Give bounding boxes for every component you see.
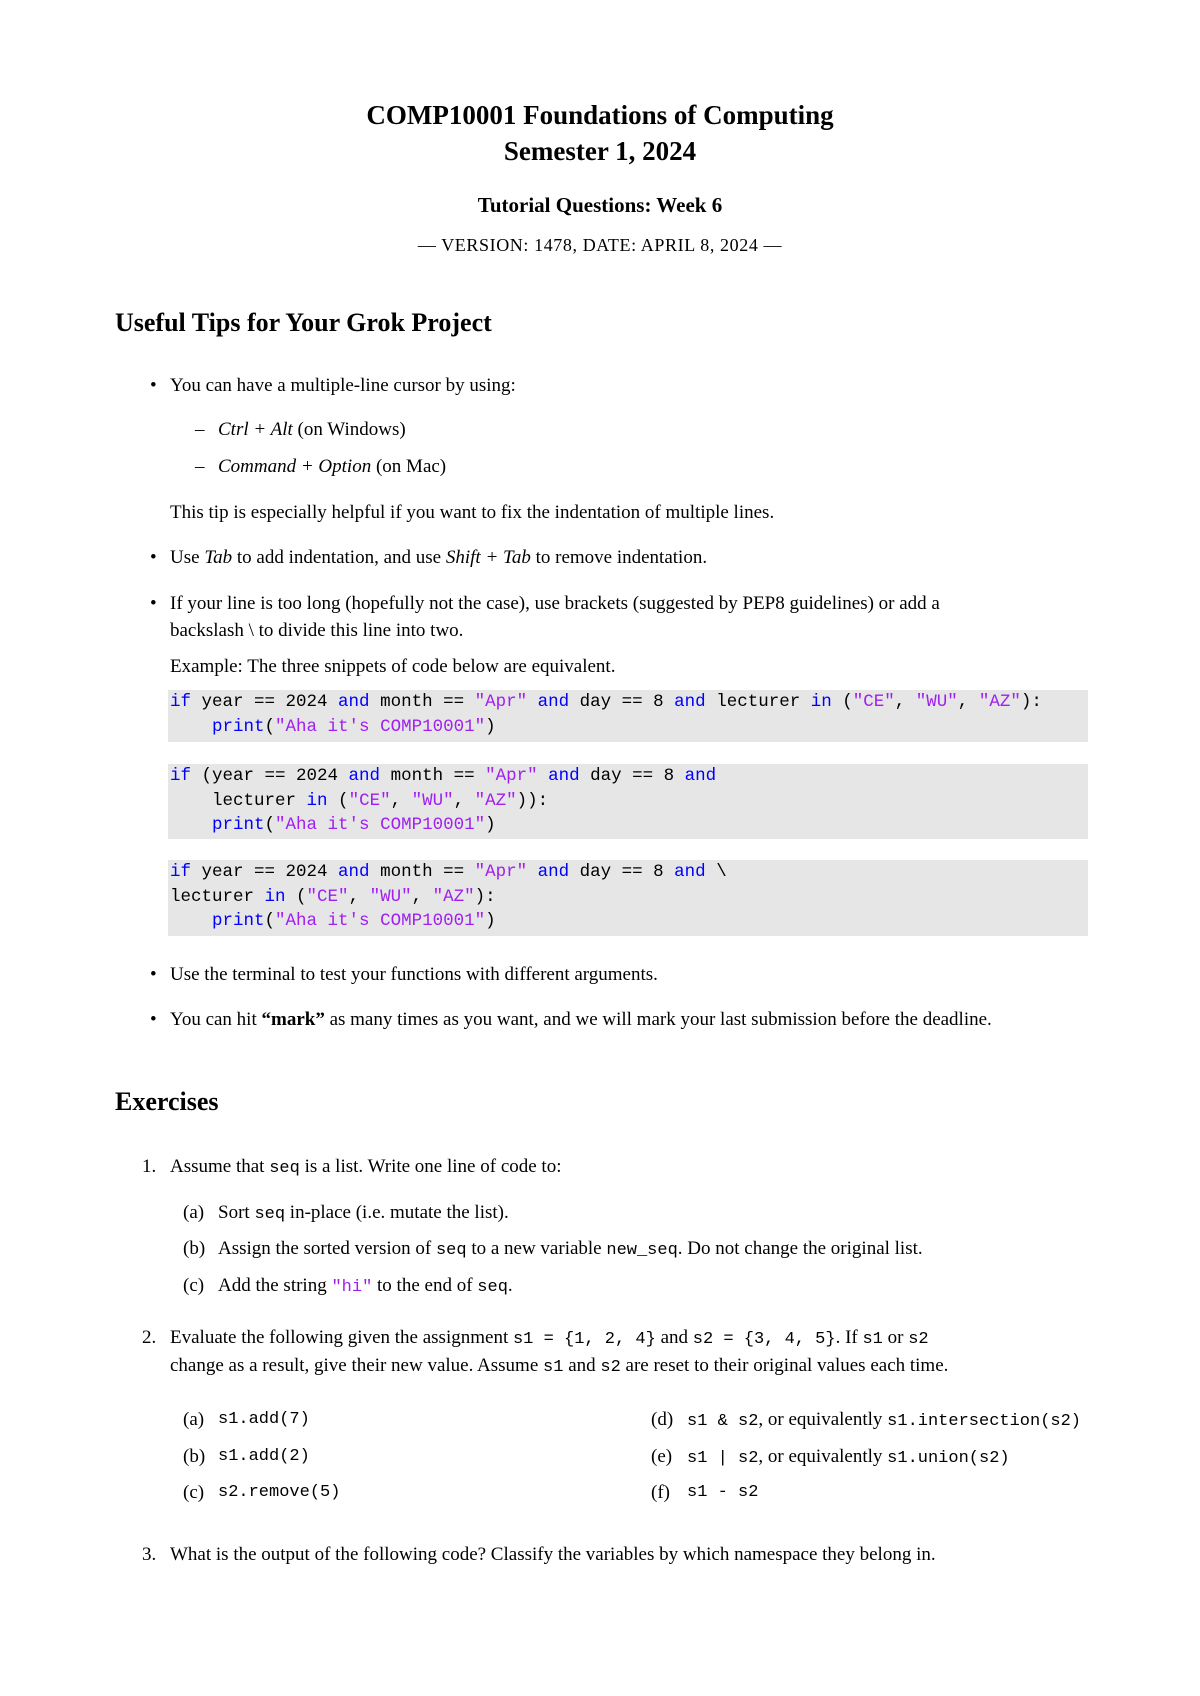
bullet-icon: • <box>150 964 157 985</box>
q2-number: 2. <box>142 1327 157 1348</box>
q1-text: Assume that seq is a list. Write one line of code to: <box>170 1156 562 1178</box>
q1a-label: (a) <box>183 1202 205 1223</box>
q2d-label: (d) <box>651 1409 674 1430</box>
tip-1-mac: Command + Option (on Mac) <box>218 456 447 477</box>
q1a-text: Sort seq in-place (i.e. mutate the list). <box>218 1202 509 1224</box>
tip-2-text: Use Tab to add indentation, and use Shift + Tab to remove indentation. <box>170 547 708 568</box>
q2d-text: s1 & s2, or equivalently s1.intersection(s2) <box>687 1409 1082 1431</box>
q2a-code: s1.add(7) <box>218 1410 310 1429</box>
q2e-text: s1 | s2, or equivalently s1.union(s2) <box>687 1446 1010 1468</box>
dash-icon: – <box>195 456 205 477</box>
q1-number: 1. <box>142 1156 157 1177</box>
q2c-code: s2.remove(5) <box>218 1483 341 1502</box>
q2b-label: (b) <box>183 1446 206 1467</box>
q2a-label: (a) <box>183 1409 205 1430</box>
tip-3-line2: backslash \ to divide this line into two. <box>170 620 464 641</box>
document-title: COMP10001 Foundations of Computing <box>366 100 834 130</box>
document-subtitle: Tutorial Questions: Week 6 <box>477 193 723 217</box>
tip-3-line1: If your line is too long (hopefully not the case), use brackets (suggested by PEP8 guidelines) or add a <box>170 593 940 614</box>
q1c-label: (c) <box>183 1275 205 1296</box>
bullet-icon: • <box>150 547 157 568</box>
q2-line1: Evaluate the following given the assignment s1 = {1, 2, 4} and s2 = {3, 4, 5}. If s1 or s2 <box>170 1327 929 1349</box>
dash-icon: – <box>195 419 205 440</box>
tip-5-text: You can hit “mark” as many times as you want, and we will mark your last submission before the deadline. <box>170 1009 992 1030</box>
tip-1-note: This tip is especially helpful if you want to fix the indentation of multiple lines. <box>170 502 775 523</box>
exercises-heading: Exercises <box>115 1087 219 1116</box>
code-snippet-2: if (year == 2024 and month == "Apr" and day == 8 and lecturer in ("CE", "WU", "AZ")): print("Aha it's COMP10001") <box>168 764 1088 839</box>
bullet-icon: • <box>150 375 157 396</box>
q3-text: What is the output of the following code? Classify the variables by which namespace they belong in. <box>170 1544 936 1565</box>
q2e-label: (e) <box>651 1446 673 1467</box>
bullet-icon: • <box>150 1009 157 1030</box>
version-line: — VERSION: 1478, DATE: APRIL 8, 2024 — <box>417 235 783 255</box>
q1c-text: Add the string "hi" to the end of seq. <box>218 1275 513 1297</box>
tip-1-text: You can have a multiple-line cursor by using: <box>170 375 516 396</box>
q2b-code: s1.add(2) <box>218 1447 310 1466</box>
tip-4-text: Use the terminal to test your functions with different arguments. <box>170 964 658 985</box>
q1b-label: (b) <box>183 1238 206 1259</box>
q2f-label: (f) <box>651 1482 670 1503</box>
q1b-text: Assign the sorted version of seq to a new variable new_seq. Do not change the original list. <box>218 1238 923 1260</box>
tip-1-windows: Ctrl + Alt (on Windows) <box>218 419 406 440</box>
code-snippet-1: if year == 2024 and month == "Apr" and day == 8 and lecturer in ("CE", "WU", "AZ"): print("Aha it's COMP10001") <box>168 690 1088 742</box>
document-semester: Semester 1, 2024 <box>503 136 697 166</box>
code-snippet-3: if year == 2024 and month == "Apr" and day == 8 and \ lecturer in ("CE", "WU", "AZ"): print("Aha it's COMP10001") <box>168 860 1088 936</box>
tips-heading: Useful Tips for Your Grok Project <box>115 308 492 337</box>
q2c-label: (c) <box>183 1482 205 1503</box>
q2-line2: change as a result, give their new value. Assume s1 and s2 are reset to their original values each time. <box>170 1355 949 1377</box>
bullet-icon: • <box>150 593 157 614</box>
tip-3-example: Example: The three snippets of code below are equivalent. <box>170 656 616 677</box>
q3-number: 3. <box>142 1544 157 1565</box>
q2f-code: s1 - s2 <box>687 1483 759 1502</box>
